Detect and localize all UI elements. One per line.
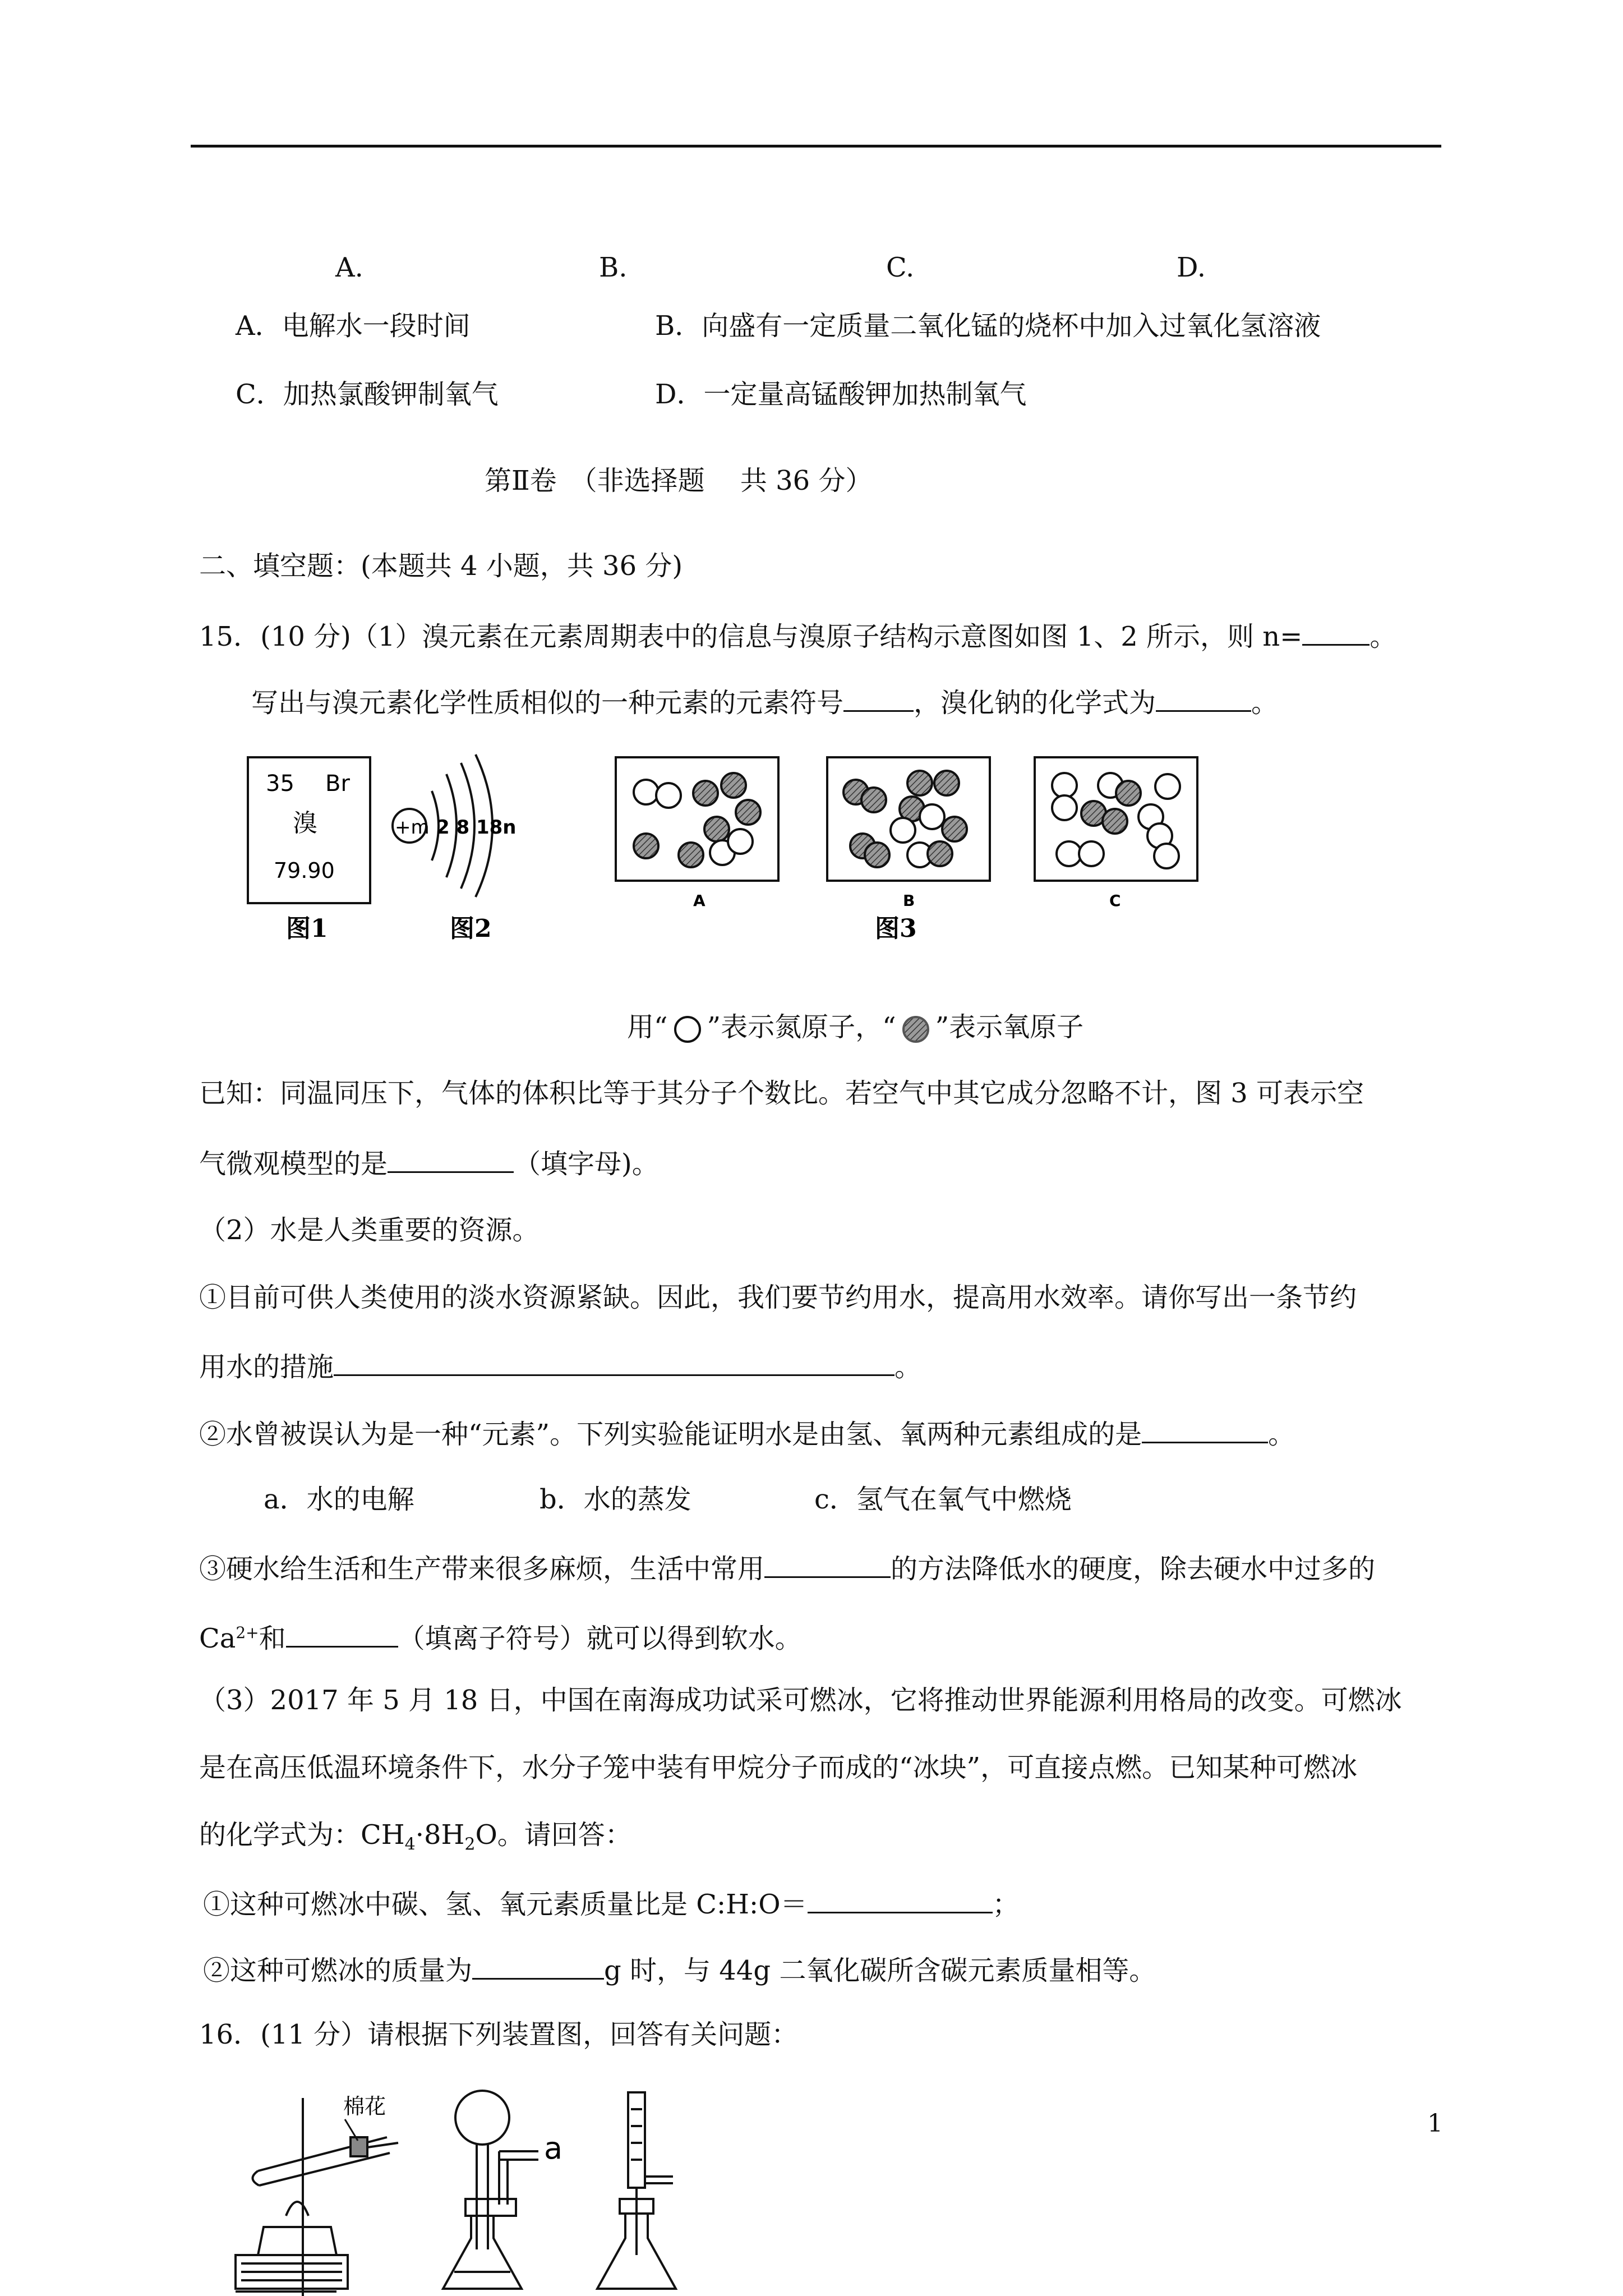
answer-blank-air-model[interactable]: [388, 1144, 514, 1173]
figures-row: [247, 752, 1223, 954]
atom-structure-figure: [393, 754, 517, 943]
q15-line6: ①目前可供人类使用的淡水资源紧缺。因此，我们要节约用水，提高用水效率。请你写出一条节约: [199, 1282, 1357, 1313]
funnel-flask-apparatus: [443, 2091, 538, 2289]
q15-line14: 的化学式为：$CH_4\cdot 8H_2O$。请回答：: [199, 1819, 632, 1855]
apparatus-row: [224, 2087, 729, 2296]
element-card-figure: [248, 757, 370, 943]
cotton-label: 棉花: [343, 2094, 386, 2119]
long-funnel-flask-apparatus: [597, 2092, 676, 2289]
box-b-label: B: [903, 891, 915, 910]
answer-blank-ion-symbol[interactable]: [286, 1619, 398, 1648]
answer-blank-water-composition[interactable]: [1142, 1415, 1268, 1443]
model-box-c: [1035, 757, 1197, 910]
option-d-text: D．一定量高锰酸钾加热制氧气: [655, 379, 1027, 410]
element-name: 溴: [293, 809, 317, 838]
header-rule: [191, 145, 1441, 148]
option-label-a: A.: [335, 252, 363, 283]
answer-blank-softening-method[interactable]: [764, 1549, 891, 1578]
oxygen-atom-icon: [896, 1015, 935, 1043]
choice-b: b．水的蒸发: [540, 1484, 691, 1515]
option-label-b: B.: [599, 252, 628, 283]
q15-line16: ②这种可燃冰的质量为 g 时，与 44g 二氧化碳所含碳元素质量相等。: [203, 1951, 1156, 1988]
option-label-d: D.: [1177, 252, 1206, 283]
q15-line7: 用水的措施 。: [199, 1347, 921, 1384]
page-number: 1: [1427, 2109, 1443, 2138]
q15-line15: ①这种可燃冰中碳、氢、氧元素质量比是 C:H:O＝ ；: [203, 1885, 1020, 1922]
option-b-text: B．向盛有一定质量二氧化锰的烧杯中加入过氧化氢溶液: [655, 310, 1321, 342]
option-label-c: C.: [886, 252, 915, 283]
nucleus-charge: +m: [395, 816, 430, 839]
box-c-label: C: [1109, 891, 1121, 910]
answer-blank-water-saving[interactable]: [334, 1347, 895, 1376]
q15-line5: （2）水是人类重要的资源。: [199, 1214, 540, 1246]
q16-line1: 16．(11 分）请根据下列装置图，回答有关问题：: [199, 2019, 799, 2050]
q15-line4: 气微观模型的是 （填字母)。: [199, 1144, 659, 1181]
section-title: 第Ⅱ卷 （非选择题 共 36 分）: [485, 465, 873, 496]
nitrogen-atom-icon: [668, 1015, 707, 1043]
heating-apparatus: [236, 2098, 398, 2296]
choice-a: a．水的电解: [264, 1484, 414, 1515]
answer-blank-ice-mass[interactable]: [472, 1951, 604, 1980]
answer-blank-formula[interactable]: [1156, 683, 1251, 712]
element-mass: 79.90: [274, 858, 335, 883]
q15-line13: 是在高压低温环境条件下，水分子笼中装有甲烷分子而成的“冰块”，可直接点燃。已知某种可燃冰: [199, 1752, 1358, 1783]
answer-blank-n[interactable]: [1302, 617, 1370, 646]
q15-line8: ②水曾被误认为是一种“元素”。下列实验能证明水是由氢、氧两种元素组成的是 。: [199, 1415, 1295, 1452]
option-c-text: C．加热氯酸钾制氧气: [236, 379, 499, 410]
box-a-label: A: [693, 891, 706, 910]
fig2-caption: 图2: [450, 914, 492, 943]
q15-line12: （3）2017 年 5 月 18 日，中国在南海成功试采可燃冰，它将推动世界能源利用格局的改变。可燃冰: [199, 1685, 1402, 1716]
q15-line1: 15．(10 分)（1）溴元素在元素周期表中的信息与溴原子结构示意图如图 1、2 所示，则 n= 。: [199, 617, 1396, 654]
q15-line3: 已知：同温同压下，气体的体积比等于其分子个数比。若空气中其它成分忽略不计，图 3 可表示空: [199, 1078, 1364, 1109]
answer-blank-mass-ratio[interactable]: [808, 1885, 993, 1913]
element-symbol: Br: [325, 771, 350, 797]
model-box-a: [616, 757, 778, 910]
funnel-label-a: a: [544, 2131, 563, 2166]
q15-line10: ③硬水给生活和生产带来很多麻烦，生活中常用 的方法降低水的硬度，除去硬水中过多的: [199, 1549, 1375, 1586]
q15-line11: $Ca^{2+}$和 （填离子符号）就可以得到软水。: [199, 1616, 802, 1656]
part-two-heading: 二、填空题：(本题共 4 小题，共 36 分): [199, 550, 683, 582]
option-a-text: A．电解水一段时间: [236, 310, 471, 342]
q15-line2: 写出与溴元素化学性质相似的一种元素的元素符号 ，溴化钠的化学式为 。: [251, 683, 1278, 720]
legend-line: 用“ ”表示氮原子，“ ”表示氧原子: [627, 1011, 1084, 1043]
shell-electron-counts: 2 8 18n: [436, 816, 517, 839]
answer-blank-symbol[interactable]: [843, 683, 914, 712]
model-box-b: [827, 757, 990, 910]
fig3-caption: 图3: [875, 914, 917, 943]
element-number: 35: [266, 771, 294, 797]
fig1-caption: 图1: [286, 914, 328, 943]
choice-c: c．氢气在氧气中燃烧: [814, 1484, 1072, 1515]
